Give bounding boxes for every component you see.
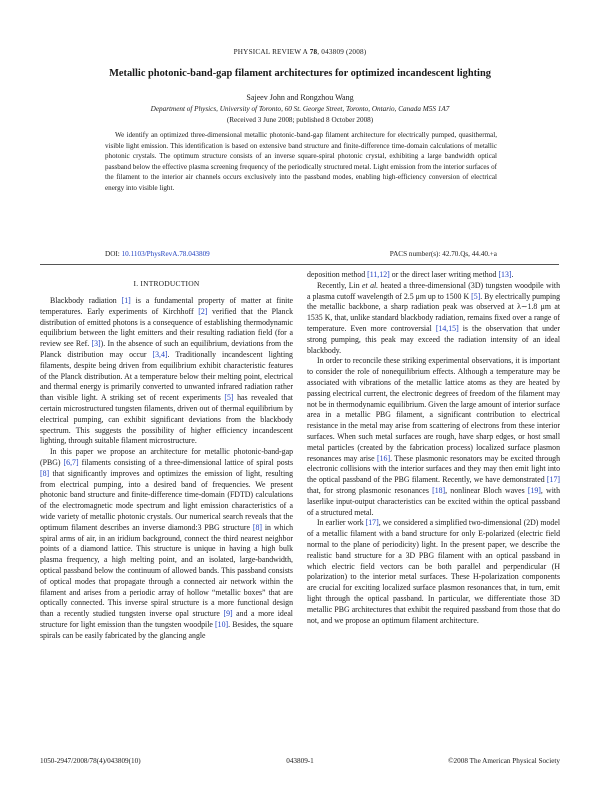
citation-link[interactable]: [3,4] xyxy=(152,349,168,359)
citation-link[interactable]: [8] xyxy=(40,468,50,478)
citation-link[interactable]: [8] xyxy=(252,522,262,532)
journal-name: PHYSICAL REVIEW A xyxy=(233,48,308,56)
footer-code: 1050-2947/2008/78(4)/043809(10) xyxy=(40,757,141,765)
paragraph: In earlier work [17], we considered a simplified two-dimensional (2D) model of a metallic filament with a band structure for only E-polarized (electric field normal to the plane of periodicity) light. In the present paper, we describe the realistic band structure for a 3D PBG filament with an optical passband in which electric field vectors can be both parallel and perpendicular (H polarization) to the interior metal surfaces. These H-polarization components are crucial for exciting localized surface plasmon resonances that, in turn, emit light through the optical passband. In particular, we differentiate those 3D metallic PBG architectures that exhibit the required passband from those that do not, and we propose an optimum filament architecture. xyxy=(307,518,560,625)
left-column xyxy=(40,296,293,642)
paragraph: In order to reconcile these striking experimental observations, it is important to consider the role of nonequilibrium effects. Although a temperature may be associated with vibrations of the metallic lattice atoms as they are heated by passing electrical current, the electronic degrees of freedom of the filament may not be in thermodynamic equilibrium. Given the large amount of interior surface area in a metallic PBG filament, a significant contribution to electrical resistance in the metal may arise from scattering of electrons from these interior surfaces. When such metal surfaces are rough, have sharp edges, or host small metal particles (created by the fabrication process) localized surface plasmon resonances may arise [16]. These plasmonic resonators may be excited through electronic collisions with the interior surfaces and they may then emit light into the optical passband of the PBG filament. Recently, we have demonstrated [17] that, for strong plasmonic resonances [18], nonlinear Bloch waves [19], with laserlike input-output characteristics can be excited within the optical passband of a structured metal. xyxy=(307,356,560,517)
citation-link[interactable]: [19] xyxy=(527,485,541,495)
doi-link[interactable]: 10.1103/PhysRevA.78.043809 xyxy=(121,250,210,258)
paragraph: Blackbody radiation [1] is a fundamental property of matter at finite temperatures. Early experiments of Kirchhoff [2] verified that the Planck distribution of emitted photons is a consequence of establishing thermodynamic equilibrium between the light emitters and their resulting radiation field (for a review see Ref. [3]). In the absence of such an equilibrium, deviations from the Planck distribution may occur [3,4]. Traditionally incandescent lighting filaments, despite being driven from equilibrium exhibit characteristic features of the Planck distribution. At a temperature below their melting point, electrical and thermal energy is primarily converted to unwanted infrared radiation rather than visible light. A striking set of recent experiments [5] has revealed that certain microstructured tungsten filaments, driven out of thermal equilibrium by electrical pumping, can exhibit significant deviations from the blackbody spectrum. This suggests the possibility of higher efficiency incandescent lighting, through suitable filament microstructure. xyxy=(40,296,293,446)
pacs-numbers: PACS number(s): 42.70.Qs, 44.40.+a xyxy=(389,250,497,258)
citation-link[interactable]: [17] xyxy=(365,518,379,528)
volume-number: 78 xyxy=(309,48,318,56)
citation-link[interactable]: [5] xyxy=(471,291,481,301)
citation-link[interactable]: [14,15] xyxy=(435,323,459,333)
affiliation: Department of Physics, University of Toronto, 60 St. George Street, Toronto, Ontario, Canada M5S 1A7 xyxy=(150,105,450,113)
citation-link[interactable]: [17] xyxy=(546,475,560,485)
citation-link[interactable]: [5] xyxy=(224,393,234,403)
header-divider xyxy=(40,264,559,265)
running-head xyxy=(0,48,600,56)
paragraph: Recently, Lin et al. heated a three-dimensional (3D) tungsten woodpile with a plasma cutoff wavelength of 2.5 μm up to 1500 K [5]. By electrically pumping the metallic backbone, a sharp radiation peak was observed at λ∼1.8 μm at 1535 K, that, unlike standard blackbody radiation, remains fixed over a range of temperature. Even more controversial [14,15] is the observation that under strong pumping, this peak may exceed the radiation intensity of an ideal blackbody. xyxy=(307,280,560,355)
citation-link[interactable]: [13] xyxy=(498,270,512,279)
abstract: We identify an optimized three-dimensional metallic photonic-band-gap filament architecture for electrically pumped, quasithermal, visible light emission. This identification is based on extensive band structure and finite-difference time-domain calculations of metallic photonic crystals. The optimum structure consists of an inverse square-spiral photonic crystal, exhibiting a large bandwidth optical passband below the effective plasma screening frequency of the periodically structured metal. Light emission from the interior surfaces of the filament to the interior air channels occurs exclusively into the passband modes, enabling high-efficiency conversion of electrical energy into visible light. xyxy=(105,131,497,192)
citation-link[interactable]: [2] xyxy=(198,306,208,316)
citation-link[interactable]: [11,12] xyxy=(367,270,390,279)
paper-title: Metallic photonic-band-gap filament architectures for optimized incandescent lighting xyxy=(109,68,491,79)
paragraph: In this paper we propose an architecture for metallic photonic-band-gap (PBG) [6,7] filaments consisting of a three-dimensional lattice of spiral posts [8] that significantly improves and optimizes the emission of light, resulting from electrical pumping, into a desired band of frequencies. We present photonic band structure and finite-difference time-domain (FDTD) calculations of the electromagnetic mode spectrum and light emission characteristics of a wide variety of metallic photonic crystals. Our numerical search reveals that the optimum filament describes an inverse diamond:3 PBG structure [8] in which spiral arms of air, in an iridium background, connect the third nearest neighbor points of a diamond lattice. This structure is unique in having a high bulk plasma frequency, a high melting point, and an isolated, large-bandwidth, optical passband below the continuum of allowed bands. This passband consists of optical modes that propagate through a connected air network within the filament and arises from a periodic array of hollow “metallic boxes” that are optically connected. This inverse spiral structure is a more functional design than a recently studied tungsten inverse opal structure [9] and a more ideal structure for light emission than the tungsten woodpile [10]. Besides, the square spirals can be easily fabricated by the glancing angle xyxy=(40,447,293,640)
received-published-dates: (Received 3 June 2008; published 8 October 2008) xyxy=(226,116,374,124)
page-number: 043809-1 xyxy=(286,757,314,765)
doi-pacs-line xyxy=(105,250,497,258)
article-info: , 043809 (2008) xyxy=(317,48,367,56)
citation-link[interactable]: [3] xyxy=(91,339,101,349)
paragraph: deposition method [11,12] or the direct laser writing method [13]. xyxy=(307,270,514,279)
citation-link[interactable]: [18] xyxy=(432,485,446,495)
citation-link[interactable]: [6,7] xyxy=(63,457,79,467)
citation-link[interactable]: [16] xyxy=(376,453,391,463)
citation-link[interactable]: [10] xyxy=(215,619,229,629)
citation-link[interactable]: [1] xyxy=(121,296,131,305)
section-heading: I. INTRODUCTION xyxy=(133,279,200,288)
authors: Sajeev John and Rongzhou Wang xyxy=(246,93,354,102)
citation-link[interactable]: [9] xyxy=(223,609,233,619)
right-column xyxy=(307,270,560,626)
doi-label: DOI: xyxy=(105,250,122,258)
copyright: ©2008 The American Physical Society xyxy=(448,757,560,765)
